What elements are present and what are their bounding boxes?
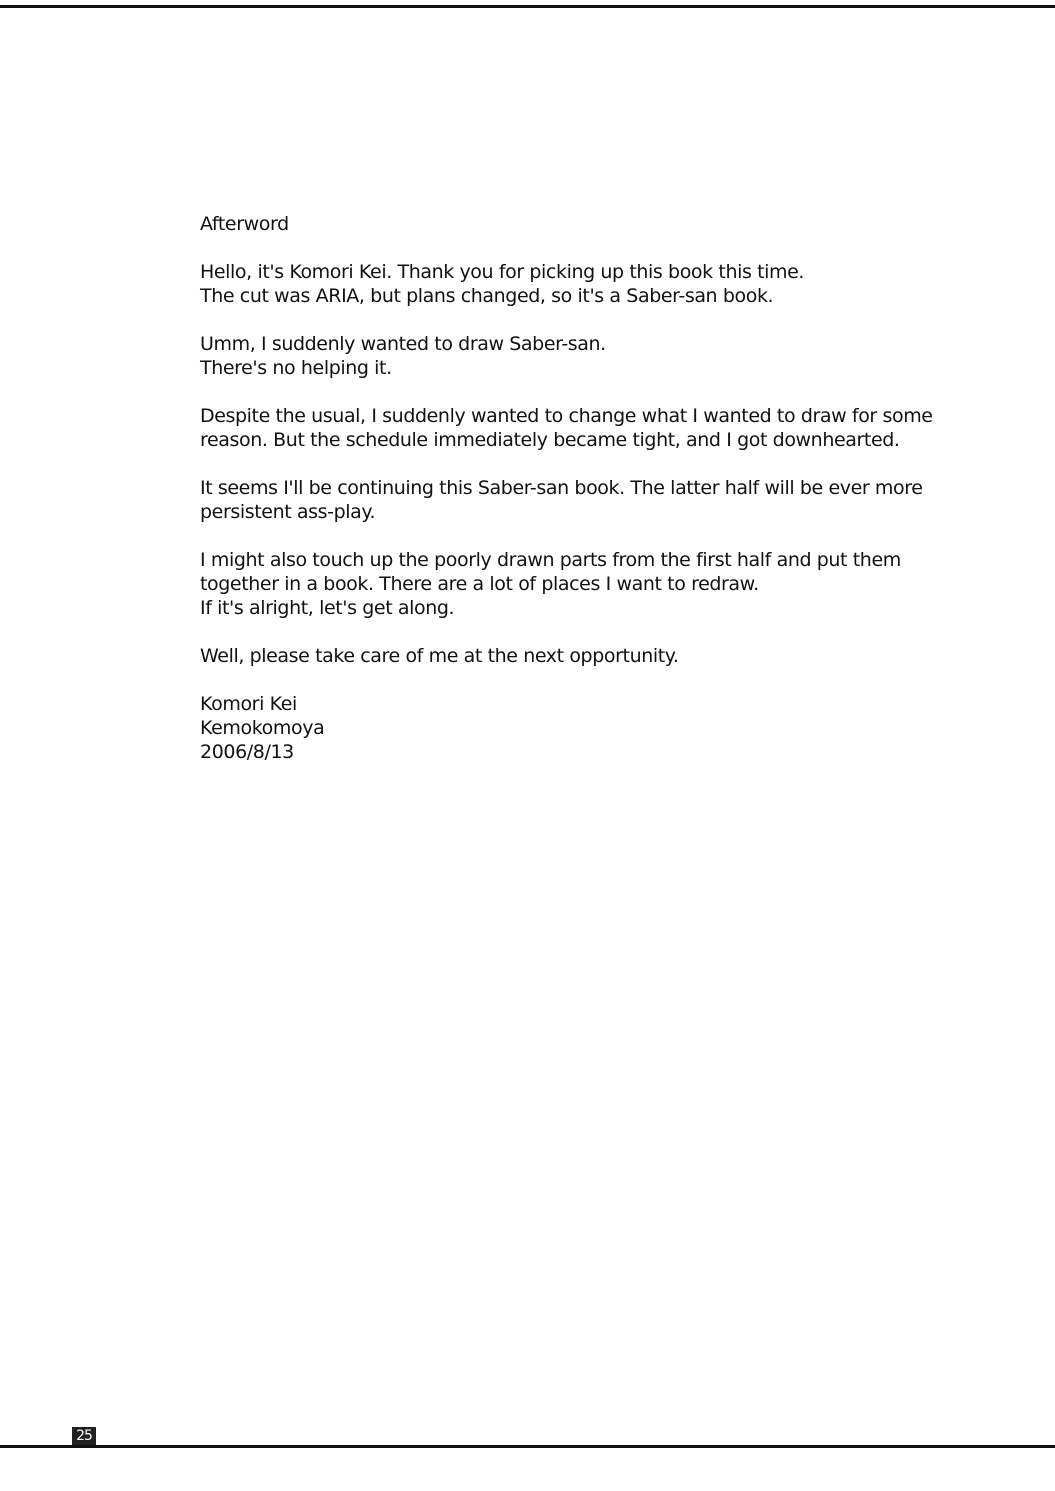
signature-date: 2006/8/13: [200, 741, 294, 763]
signature-block: [200, 692, 960, 764]
paragraph-continuation: [200, 476, 960, 524]
paragraph-saber: [200, 332, 960, 380]
text-line: If it's alright, let's get along.: [200, 597, 455, 619]
paragraph-schedule: [200, 404, 960, 452]
afterword-content: [200, 212, 960, 764]
paragraph-closing: [200, 644, 960, 668]
text-line: Well, please take care of me at the next opportunity.: [200, 645, 679, 667]
text-line: Umm, I suddenly wanted to draw Saber-san.: [200, 333, 606, 355]
text-line: Hello, it's Komori Kei. Thank you for picking up this book this time.: [200, 261, 805, 283]
text-line: together in a book. There are a lot of places I want to redraw.: [200, 573, 759, 595]
bottom-border-rule: [0, 1445, 1055, 1448]
text-line: The cut was ARIA, but plans changed, so it's a Saber-san book.: [200, 285, 774, 307]
text-line: Despite the usual, I suddenly wanted to change what I wanted to draw for some: [200, 405, 933, 427]
circle-name: Kemokomoya: [200, 717, 325, 739]
text-line: It seems I'll be continuing this Saber-san book. The latter half will be ever more: [200, 477, 923, 499]
text-line: I might also touch up the poorly drawn parts from the first half and put them: [200, 549, 901, 571]
page-title: Afterword: [200, 213, 289, 235]
text-line: persistent ass-play.: [200, 501, 376, 523]
author-name: Komori Kei: [200, 693, 297, 715]
paragraph-redraw: [200, 548, 960, 620]
paragraph-greeting: [200, 260, 960, 308]
text-line: There's no helping it.: [200, 357, 392, 379]
page-number-badge: 25: [72, 1427, 96, 1445]
top-border-rule: [0, 5, 1055, 8]
text-line: reason. But the schedule immediately became tight, and I got downhearted.: [200, 429, 900, 451]
